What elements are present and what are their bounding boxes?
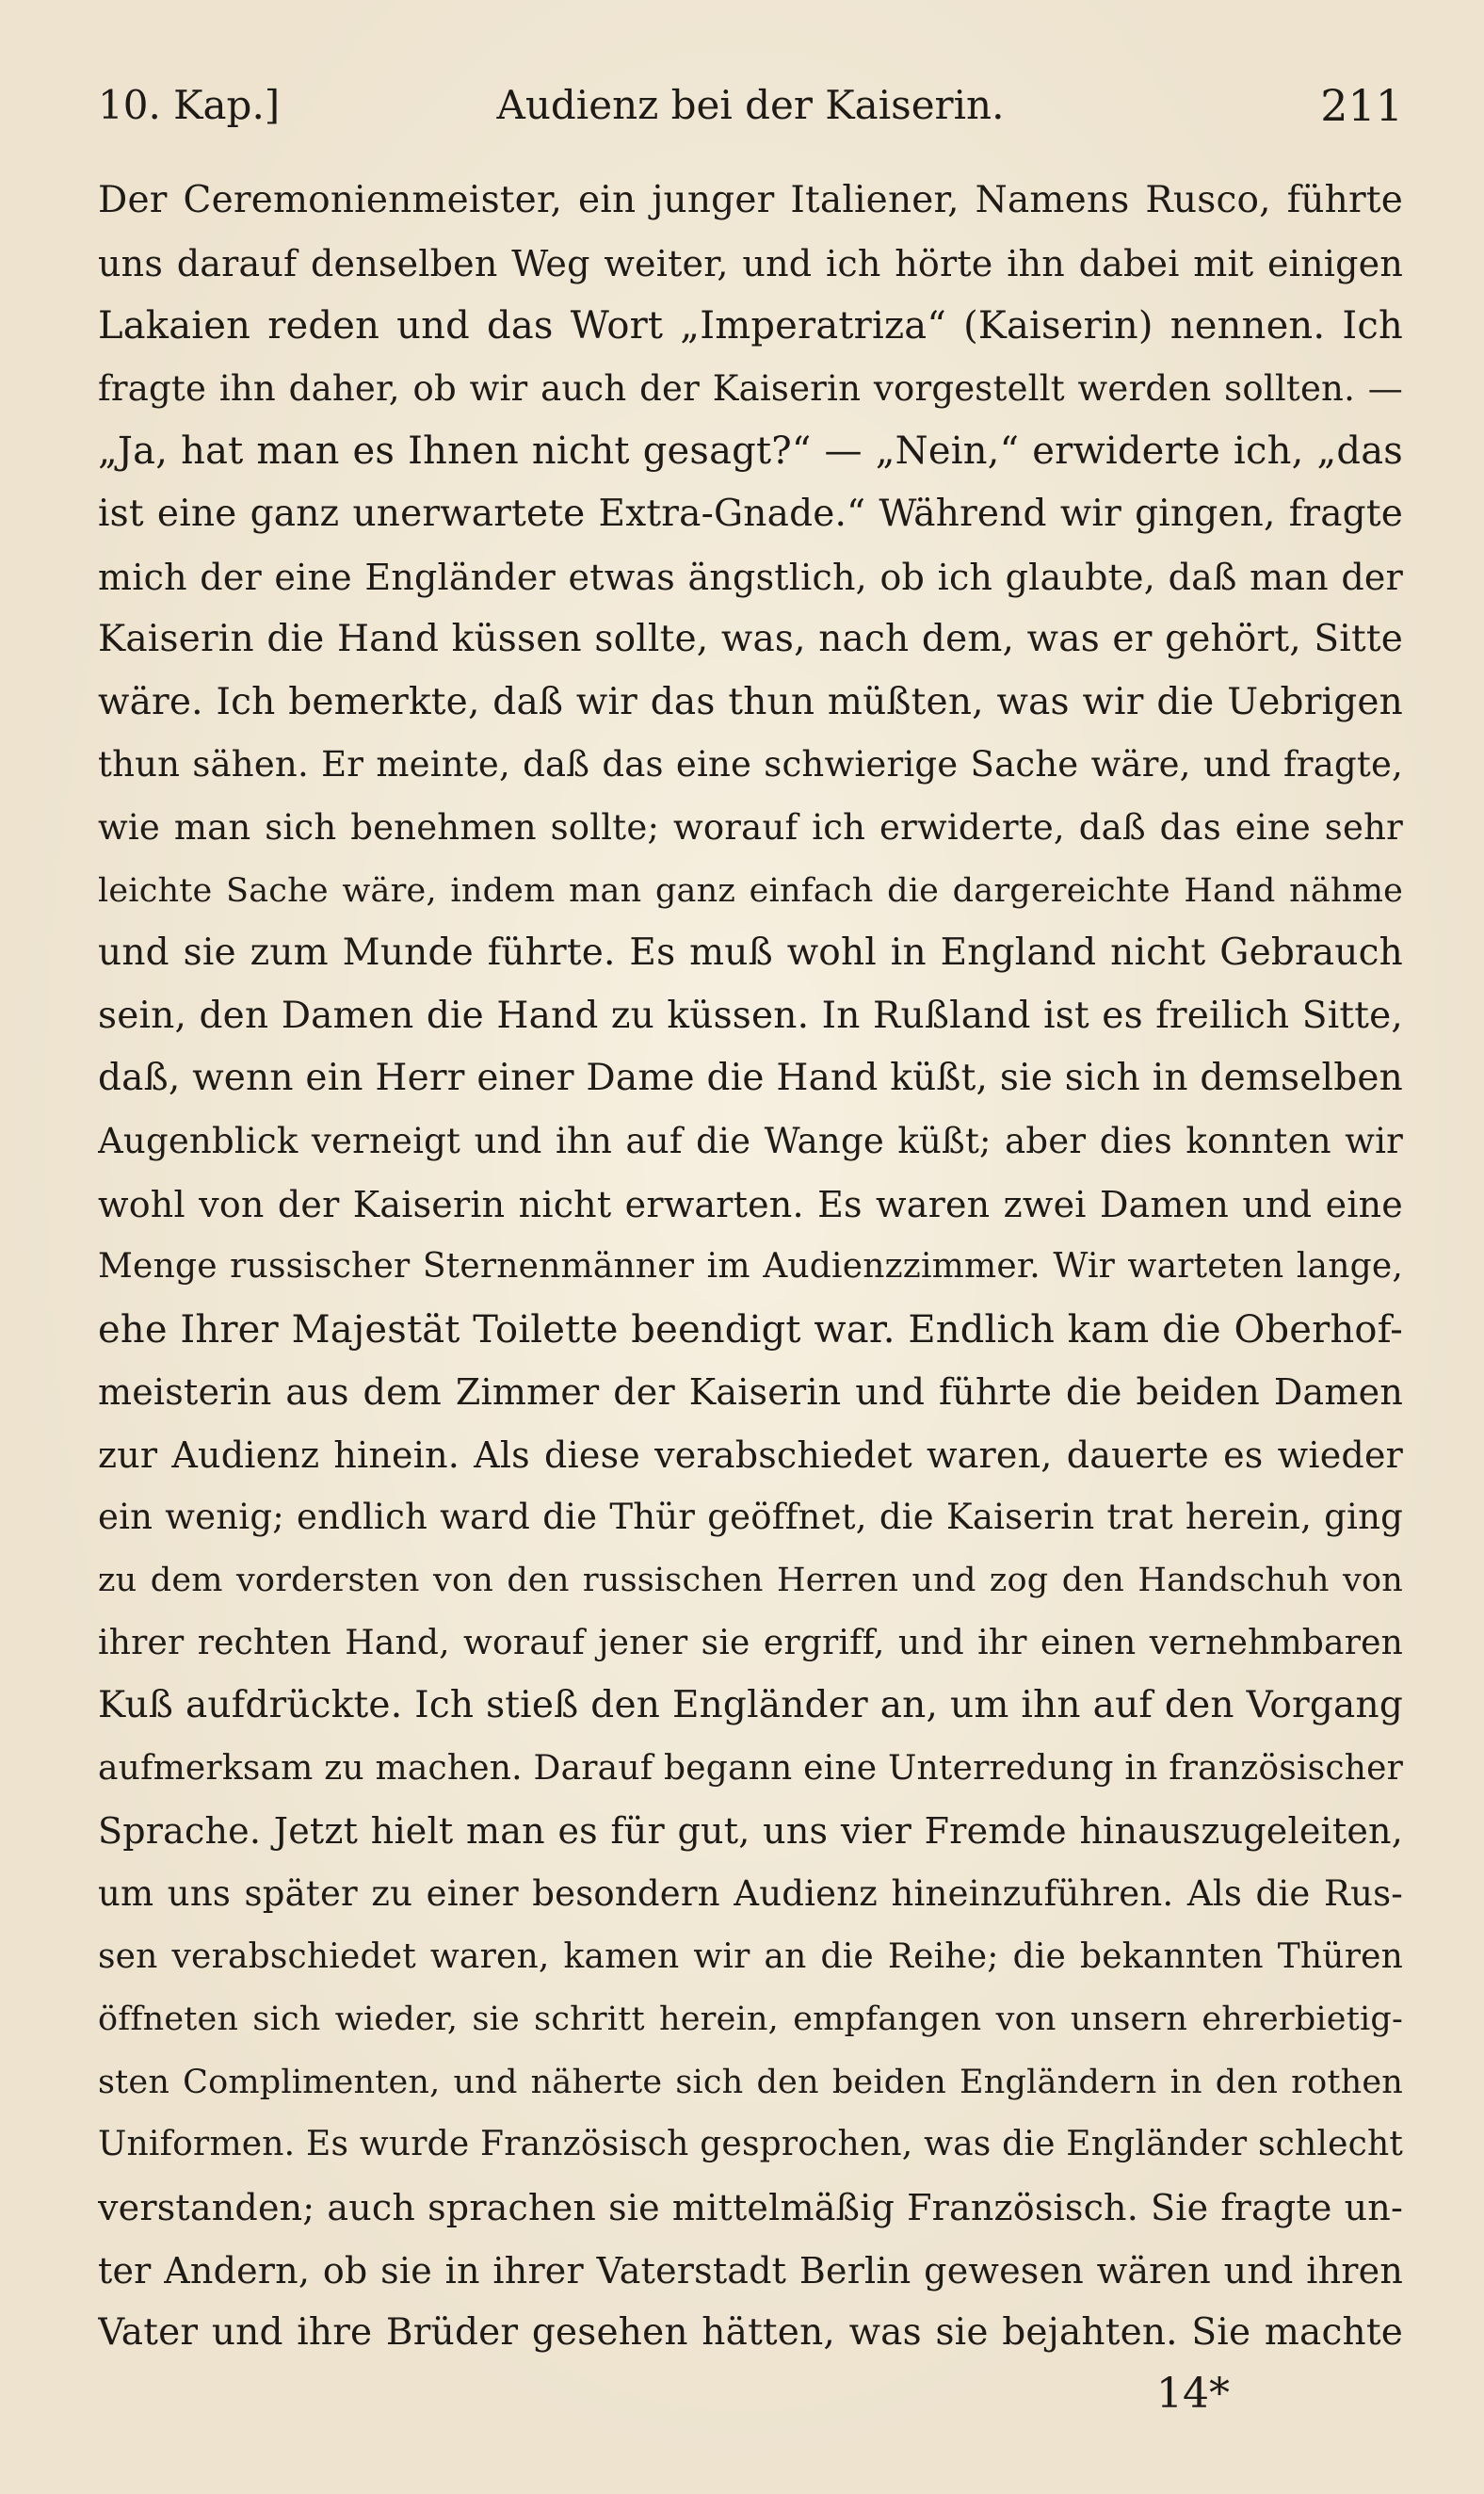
text-line: thun sähen. Er meinte, daß das eine schwierige Sache wäre, und fragte,	[98, 744, 1403, 785]
text-line: Vater und ihre Brüder gesehen hätten, was sie bejahten. Sie machte	[98, 2311, 1403, 2355]
text-line: fragte ihn daher, ob wir auch der Kaiserin vorgestellt werden sollten. —	[98, 367, 1403, 409]
text-line: mich der eine Engländer etwas ängstlich, ob ich glaubte, daß man der	[98, 556, 1403, 598]
text-line: ehe Ihrer Majestät Toilette beendigt war. Endlich kam die Oberhof-	[98, 1307, 1403, 1352]
text-line: Uniformen. Es wurde Französisch gesprochen, was die Engländer schlecht	[98, 2125, 1403, 2164]
text-line: ihrer rechten Hand, worauf jener sie ergriff, und ihr einen vernehmbaren	[98, 1623, 1403, 1662]
text-line: uns darauf denselben Weg weiter, und ich hörte ihn dabei mit einigen	[98, 242, 1403, 284]
text-line: Sprache. Jetzt hielt man es für gut, uns vier Fremde hinauszugeleiten,	[98, 1810, 1403, 1853]
chapter-label: 10. Kap.]	[98, 82, 281, 128]
text-line: und sie zum Munde führte. Es muß wohl in England nicht Gebrauch	[98, 931, 1403, 975]
text-line: aufmerksam zu machen. Darauf begann eine Unterredung in französischer	[98, 1748, 1403, 1788]
text-line: sein, den Damen die Hand zu küssen. In Rußland ist es freilich Sitte,	[98, 994, 1403, 1037]
body-text	[98, 170, 1403, 2365]
text-line: wäre. Ich bemerkte, daß wir das thun müßten, was wir die Uebrigen	[98, 680, 1403, 723]
text-line: sen verabschiedet waren, kamen wir an die Reihe; die bekannten Thüren	[98, 1936, 1403, 1976]
text-line: öffneten sich wieder, sie schritt herein, empfangen von unsern ehrerbietig-	[98, 2000, 1403, 2039]
text-line: Menge russischer Sternenmänner im Audienzzimmer. Wir warteten lange,	[98, 1247, 1403, 1287]
text-line: „Ja, hat man es Ihnen nicht gesagt?“ — „Nein,“ erwiderte ich, „das	[98, 429, 1403, 474]
running-title: Audienz bei der Kaiserin.	[496, 82, 1005, 128]
text-line: verstanden; auch sprachen sie mittelmäßig Französisch. Sie fragte un-	[98, 2187, 1403, 2228]
text-line: um uns später zu einer besondern Audienz hineinzuführen. Als die Rus-	[98, 1873, 1403, 1915]
printer-signature-mark: 14*	[1156, 2370, 1230, 2418]
running-header	[98, 77, 1403, 134]
text-line: Lakaien reden und das Wort „Imperatriza“ (Kaiserin) nennen. Ich	[98, 304, 1403, 348]
text-line: leichte Sache wäre, indem man ganz einfach die dargereichte Hand nähme	[98, 871, 1403, 910]
text-line: Augenblick verneigt und ihn auf die Wange küßt; aber dies konnten wir	[98, 1120, 1403, 1161]
text-line: Kaiserin die Hand küssen sollte, was, nach dem, was er gehört, Sitte	[98, 618, 1403, 661]
text-line: daß, wenn ein Herr einer Dame die Hand küßt, sie sich in demselben	[98, 1057, 1403, 1100]
page-number: 211	[1320, 80, 1403, 131]
text-line: wohl von der Kaiserin nicht erwarten. Es waren zwei Damen und eine	[98, 1183, 1403, 1225]
text-line: sten Complimenten, und näherte sich den beiden Engländern in den rothen	[98, 2063, 1403, 2101]
text-line: zur Audienz hinein. Als diese verabschiedet waren, dauerte es wieder	[98, 1433, 1403, 1476]
text-line: ter Andern, ob sie in ihrer Vaterstadt Berlin gewesen wären und ihren	[98, 2249, 1403, 2292]
text-line: ein wenig; endlich ward die Thür geöffnet, die Kaiserin trat herein, ging	[98, 1497, 1403, 1538]
text-line: Der Ceremonienmeister, ein junger Italiener, Namens Rusco, führte	[98, 179, 1403, 221]
text-line: Kuß aufdrückte. Ich stieß den Engländer an, um ihn auf den Vorgang	[98, 1684, 1403, 1727]
text-line: wie man sich benehmen sollte; worauf ich erwiderte, daß das eine sehr	[98, 806, 1403, 848]
text-line: ist eine ganz unerwartete Extra-Gnade.“ Während wir gingen, fragte	[98, 492, 1403, 535]
text-line: meisterin aus dem Zimmer der Kaiserin und führte die beiden Damen	[98, 1371, 1403, 1414]
text-line: zu dem vordersten von den russischen Herren und zog den Handschuh von	[98, 1562, 1403, 1600]
